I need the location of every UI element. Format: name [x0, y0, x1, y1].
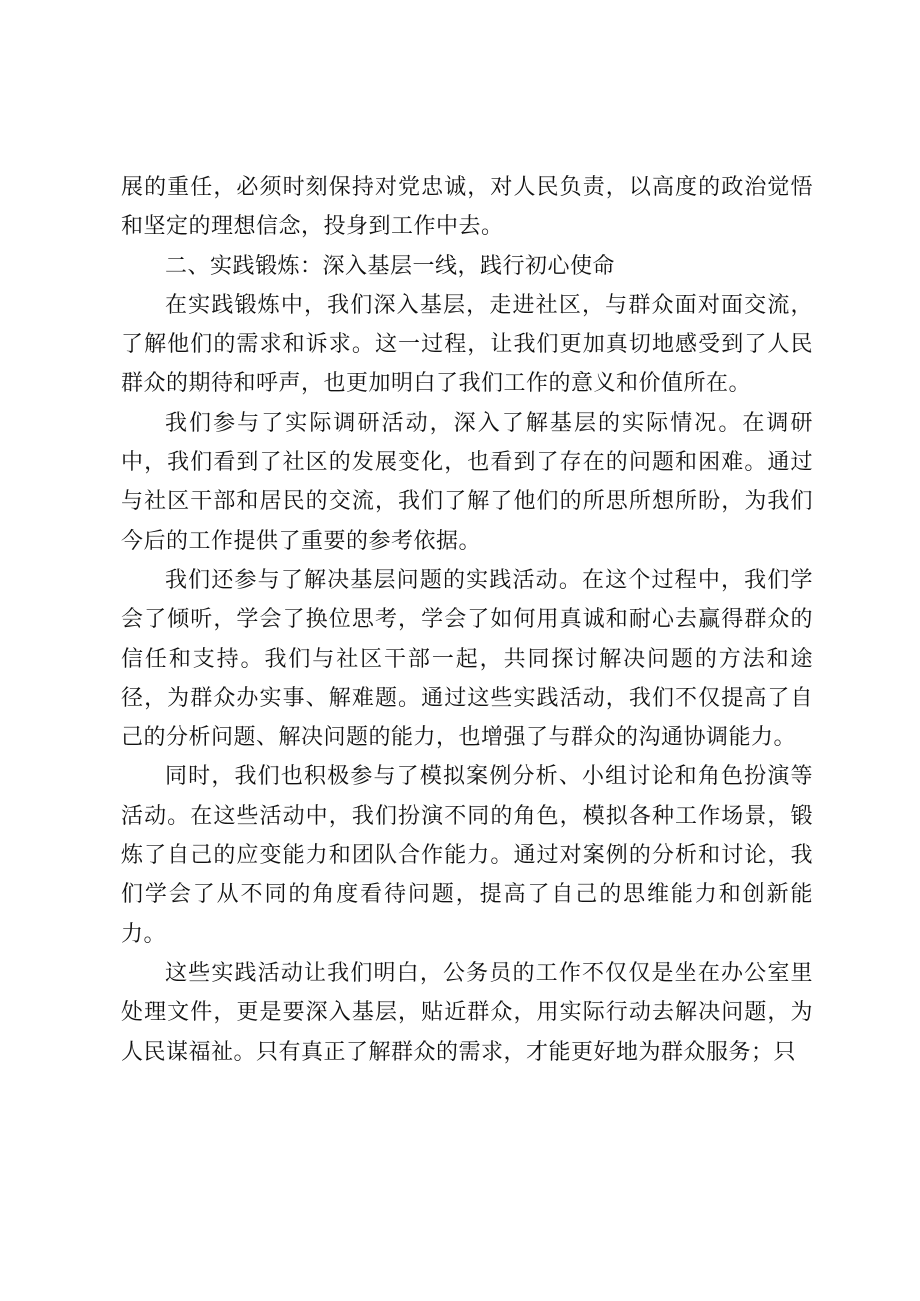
- paragraph-continuation: 展的重任，必须时刻保持对党忠诚，对人民负责，以高度的政治觉悟和坚定的理想信念，投身到工作中去。: [121, 175, 813, 240]
- paragraph: 同时，我们也积极参与了模拟案例分析、小组讨论和角色扮演等活动。在这些活动中，我们扮演不同的角色，模拟各种工作场景，锻炼了自己的应变能力和团队合作能力。通过对案例的分析和讨论，我们学会了从不同的角度看待问题，提高了自己的思维能力和创新能力。: [121, 764, 813, 947]
- section-heading: 二、实践锻炼：深入基层一线，践行初心使命: [165, 253, 616, 279]
- paragraph: 这些实践活动让我们明白，公务员的工作不仅仅是坐在办公室里处理文件，更是要深入基层，贴近群众，用实际行动去解决问题，为人民谋福祉。只有真正了解群众的需求，才能更好地为群众服务；只: [121, 960, 813, 1065]
- paragraph: 在实践锻炼中，我们深入基层，走进社区，与群众面对面交流，了解他们的需求和诉求。这一过程，让我们更加真切地感受到了人民群众的期待和呼声，也更加明白了我们工作的意义和价值所在。: [121, 292, 813, 397]
- paragraph: 我们还参与了解决基层问题的实践活动。在这个过程中，我们学会了倾听，学会了换位思考，学会了如何用真诚和耐心去赢得群众的信任和支持。我们与社区干部一起，共同探讨解决问题的方法和途径，为群众办实事、解难题。通过这些实践活动，我们不仅提高了自己的分析问题、解决问题的能力，也增强了与群众的沟通协调能力。: [121, 567, 813, 751]
- paragraph: 我们参与了实际调研活动，深入了解基层的实际情况。在调研中，我们看到了社区的发展变化，也看到了存在的问题和困难。通过与社区干部和居民的交流，我们了解了他们的所思所想所盼，为我们今后的工作提供了重要的参考依据。: [121, 410, 813, 554]
- document-body: [121, 168, 813, 1072]
